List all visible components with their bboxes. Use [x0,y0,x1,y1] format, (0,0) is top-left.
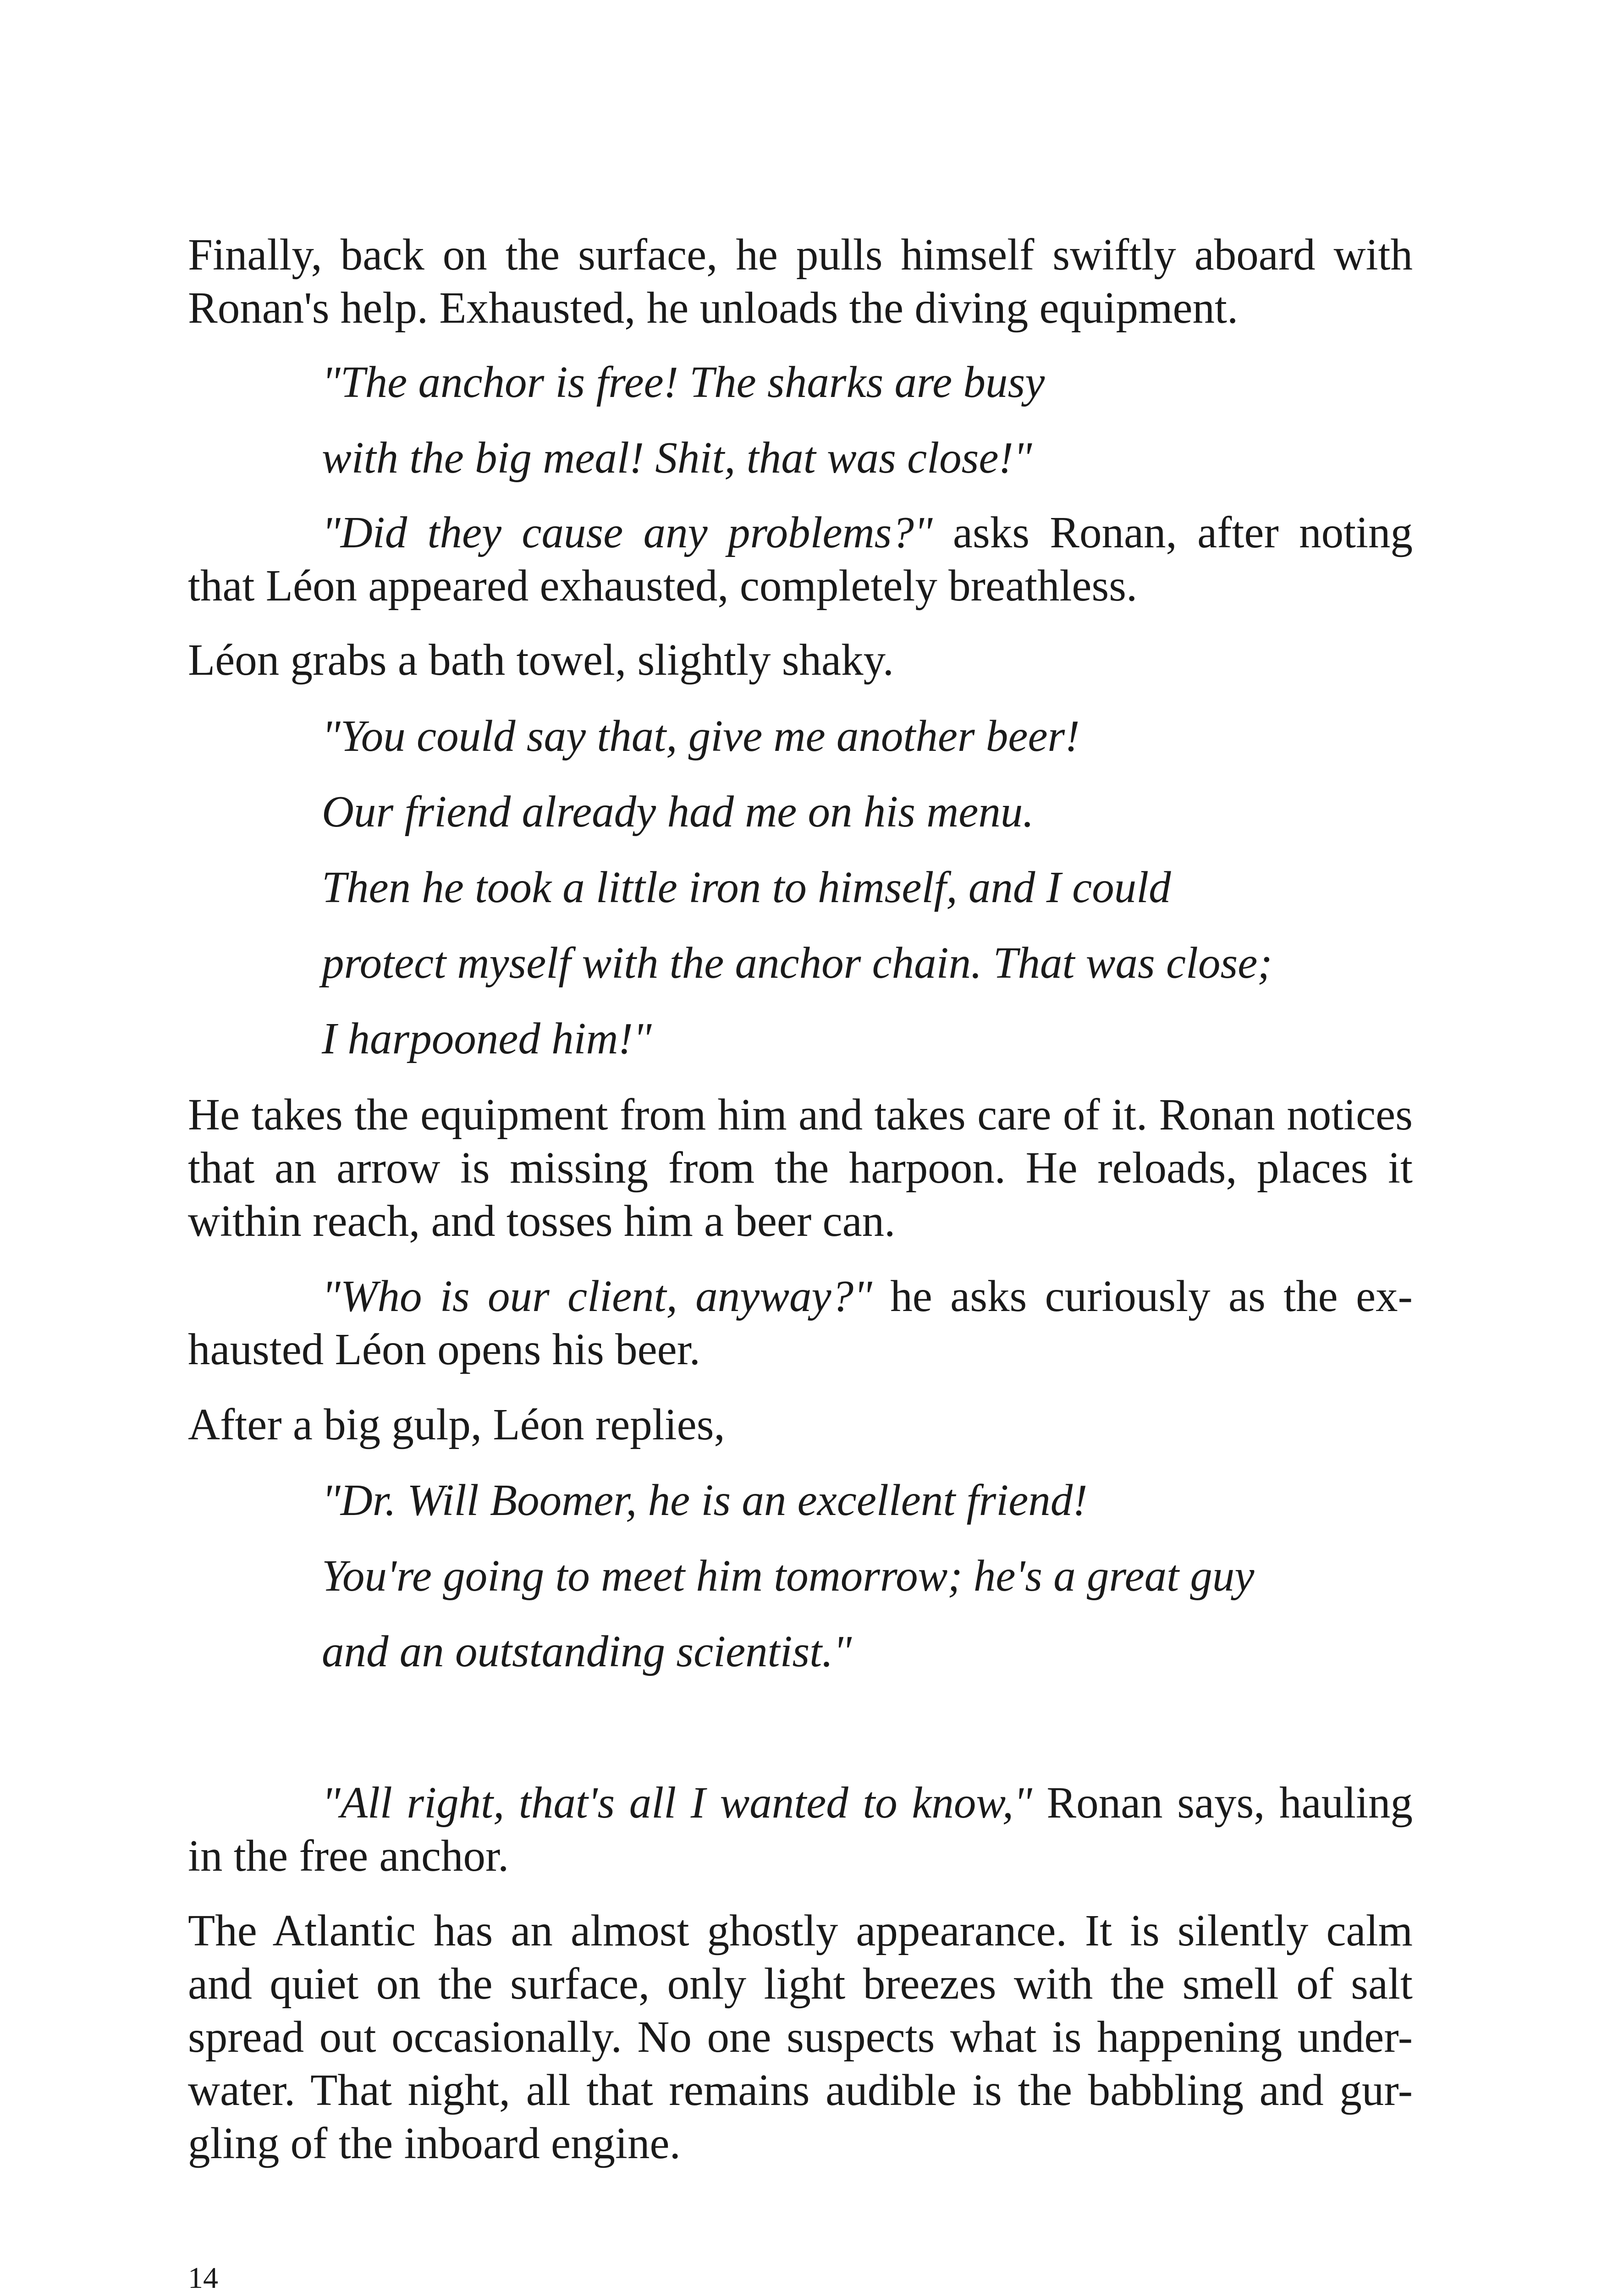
text-line [322,506,1413,559]
text-line [322,1776,1413,1829]
dialogue-run: Our friend already had me on his menu. [322,787,1034,836]
dialogue-run: "Did they cause any problems?" [322,508,933,557]
text-run: The Atlantic has an almost ghostly appearance. It is silently calm [188,1906,1413,1955]
dialogue-run: "The anchor is free! The sharks are busy [322,358,1045,407]
text-run: and quiet on the surface, only light breezes with the smell of salt [188,1959,1413,2008]
text-run: Ronan's help. Exhausted, he unloads the diving equipment. [188,283,1239,332]
text-run: spread out occasionally. No one suspects what is happening under- [188,2012,1413,2061]
text-line [188,1088,1413,1141]
text-run: Ronan says, hauling [1032,1778,1413,1827]
text-line [188,1957,1413,2011]
text-run: gling of the inboard engine. [188,2119,681,2168]
text-line [188,634,894,687]
dialogue-run: Then he took a little iron to himself, and I could [322,863,1171,912]
page-number: 14 [188,2261,218,2292]
text-line [188,1195,895,1248]
text-run: that an arrow is missing from the harpoon. He reloads, places it [188,1143,1413,1192]
dialogue-line [322,1474,1088,1527]
dialogue-run: "Dr. Will Boomer, he is an excellent friend! [322,1476,1088,1525]
text-run: he asks curiously as the ex- [872,1272,1413,1321]
dialogue-line [322,937,1272,990]
dialogue-line [322,356,1045,409]
dialogue-line [322,1549,1254,1603]
dialogue-run: "All right, that's all I wanted to know," [322,1778,1032,1827]
text-line [322,1270,1413,1323]
dialogue-run: "You could say that, give me another beer! [322,711,1080,760]
text-line [188,228,1413,281]
dialogue-run: "Who is our client, anyway?" [322,1272,872,1321]
text-line [188,2011,1413,2064]
text-line [188,281,1238,335]
dialogue-line [322,710,1080,763]
text-line [188,559,1137,612]
text-run: hausted Léon opens his beer. [188,1325,700,1374]
text-run: in the free anchor. [188,1831,509,1880]
dialogue-line [322,1625,852,1678]
text-run: After a big gulp, Léon replies, [188,1400,725,1449]
text-run: Léon grabs a bath towel, slightly shaky. [188,635,894,684]
dialogue-line [322,785,1034,838]
text-line [188,2064,1413,2117]
dialogue-run: with the big meal! Shit, that was close!" [322,433,1032,482]
text-run: that Léon appeared exhausted, completely breathless. [188,561,1138,610]
text-run: water. That night, all that remains audible is the babbling and gur- [188,2066,1413,2115]
text-run: within reach, and tosses him a beer can. [188,1196,896,1245]
text-run: He takes the equipment from him and takes care of it. Ronan notices [188,1090,1413,1139]
dialogue-run: and an outstanding scientist." [322,1627,852,1676]
text-line [188,1323,700,1376]
text-run: Finally, back on the surface, he pulls himself swiftly aboard with [188,230,1413,279]
text-line [188,1829,509,1883]
dialogue-run: You're going to meet him tomorrow; he's a great guy [322,1551,1255,1600]
text-run: asks Ronan, after noting [932,508,1413,557]
text-line [188,2117,681,2170]
dialogue-run: protect myself with the anchor chain. That was close; [322,938,1272,987]
dialogue-line [322,861,1171,914]
dialogue-run: I harpooned him!" [322,1014,652,1063]
text-line [188,1904,1413,1957]
dialogue-line [322,431,1032,485]
text-line [188,1141,1413,1195]
dialogue-line [322,1012,652,1065]
text-line [188,1398,725,1451]
